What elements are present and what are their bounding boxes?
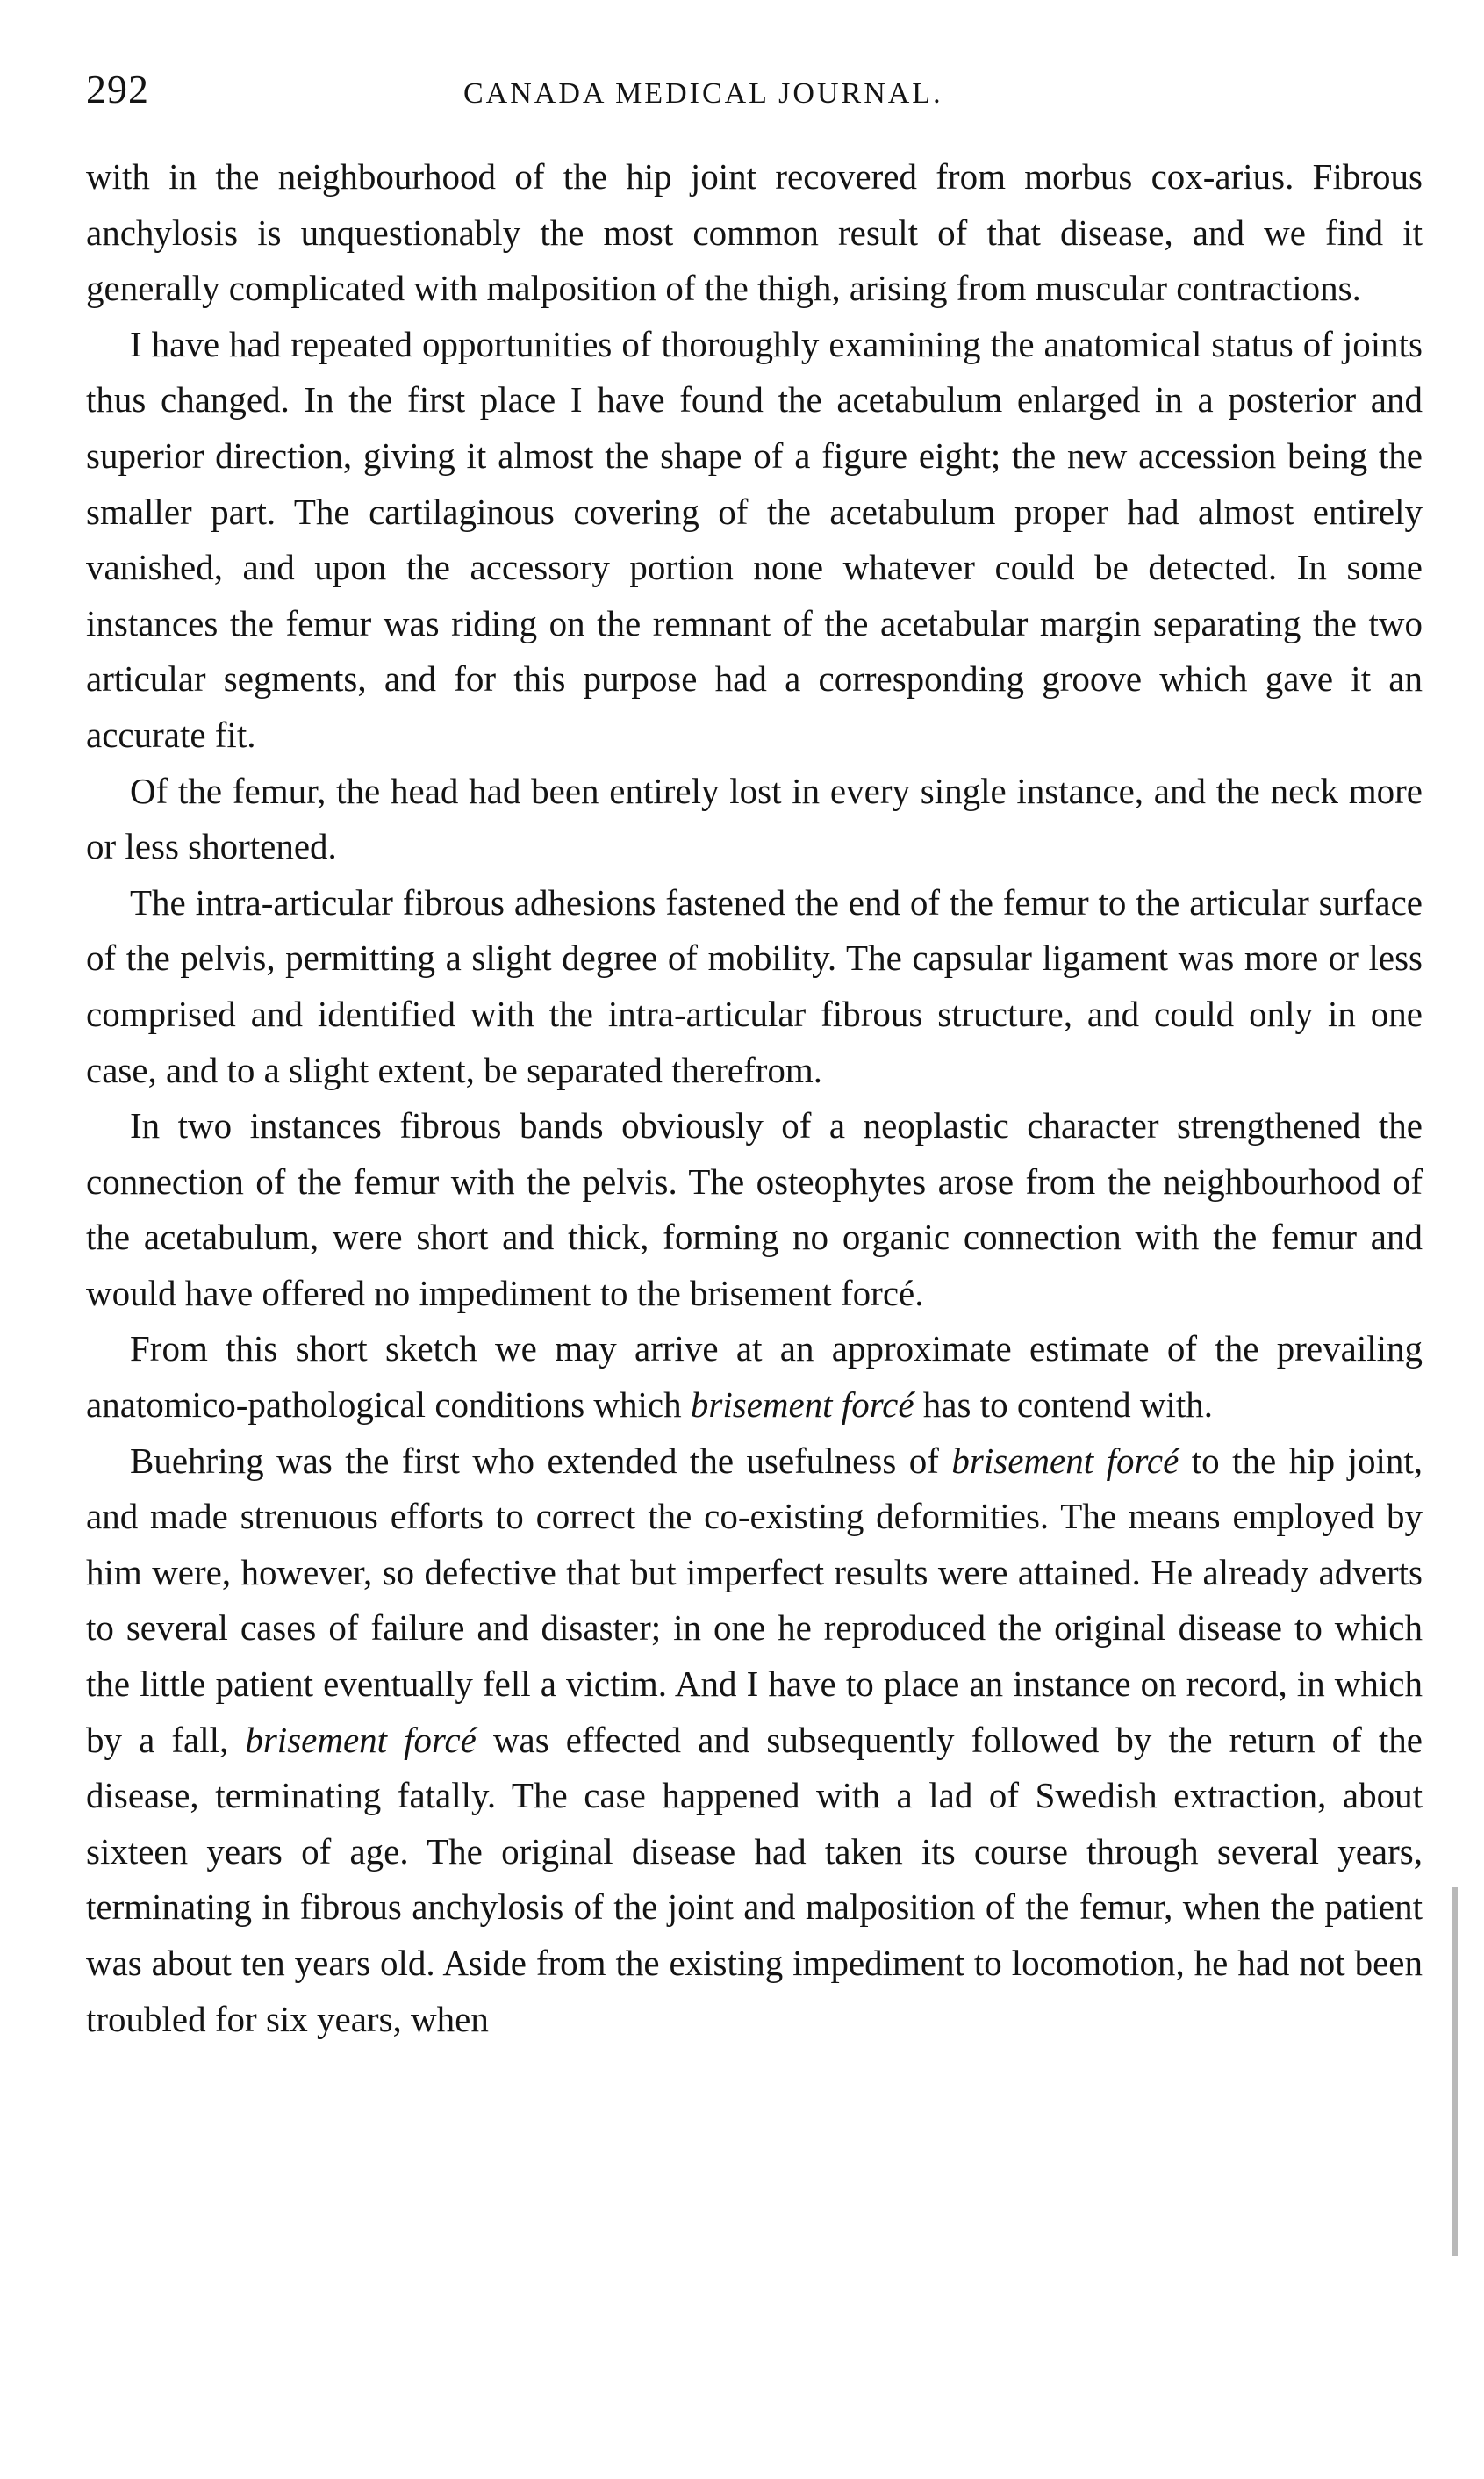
paragraph-text: Buehring was the first who extended the usefulness of <box>130 1440 952 1481</box>
paragraph-6 <box>86 1321 1423 1433</box>
page-number: 292 <box>86 67 149 111</box>
paragraph-5 <box>86 1098 1423 1321</box>
page-header <box>86 63 1420 125</box>
paragraph-7 <box>86 1434 1423 2048</box>
paragraph-4 <box>86 875 1423 1098</box>
paragraph-text: From this short sketch we may arrive at an approximate estimate of the prevailing anatomico-pathological conditions which <box>86 1328 1423 1426</box>
paragraph-text: I have had repeated opportunities of thoroughly examining the anatomical status of joints thus changed. In the first place I have found the acetabulum enlarged in a posterior and superior direction, giving it almost the shape of a figure eight; the new accession being the smaller part. The cartilaginous covering of the acetabulum proper had almost entirely vanished, and upon the accessory portion none whatever could be detected. In some instances the femur was riding on the remnant of the acetabular margin separating the two articular segments, and for this purpose had a corresponding groove which gave it an accurate fit. <box>86 323 1423 755</box>
italic-term: brisement forcé <box>690 1384 914 1426</box>
paragraph-text: In two instances fibrous bands obviously of a neoplastic character strengthened the connection of the femur with the pelvis. The osteophytes arose from the neighbourhood of the acetabulum, were short and thick, forming no organic connection with the femur and would have offered no impediment to the brisement forcé. <box>86 1105 1423 1313</box>
page-edge-shadow <box>1452 1887 1458 2256</box>
paragraph-1 <box>86 149 1423 317</box>
article-body <box>86 149 1423 2047</box>
italic-term: brisement forcé <box>245 1719 477 1760</box>
paragraph-3 <box>86 764 1423 875</box>
paragraph-text: Of the femur, the head had been entirely lost in every single instance, and the neck more or less shortened. <box>86 770 1423 867</box>
paragraph-text: The intra-articular fibrous adhesions fastened the end of the femur to the articular surface of the pelvis, permitting a slight degree of mobility. The capsular ligament was more or less comprised and identified with the intra-articular fibrous structure, and could only in one case, and to a slight extent, be separated therefrom. <box>86 881 1423 1090</box>
paragraph-text: to the hip joint, and made strenuous efforts to correct the co-existing deformities. The means employed by him were, however, so defective that but imperfect results were attained. He already adverts to several cases of failure and disaster; in one he reproduced the original disease to which the little patient eventually fell a victim. And I have to place an instance on record, in which by a fall, <box>86 1440 1423 1760</box>
running-title: CANADA MEDICAL JOURNAL. <box>463 77 943 110</box>
italic-term: brisement forcé <box>951 1440 1179 1481</box>
paragraph-text: with in the neighbourhood of the hip joint recovered from morbus cox-arius. Fibrous anchylosis is unquestionably the most common result of that disease, and we find it generally complicated with malposition of the thigh, arising from muscular contractions. <box>86 156 1423 309</box>
paragraph-text: has to contend with. <box>914 1384 1214 1426</box>
paragraph-2 <box>86 317 1423 764</box>
paragraph-text: was effected and subsequently followed by the return of the disease, terminating fatally. The case happened with a lad of Swedish extraction, about sixteen years of age. The original disease had taken its course through several years, terminating in fibrous anchylosis of the joint and malposition of the femur, when the patient was about ten years old. Aside from the existing impediment to locomotion, he had not been troubled for six years, when <box>86 1719 1423 2039</box>
